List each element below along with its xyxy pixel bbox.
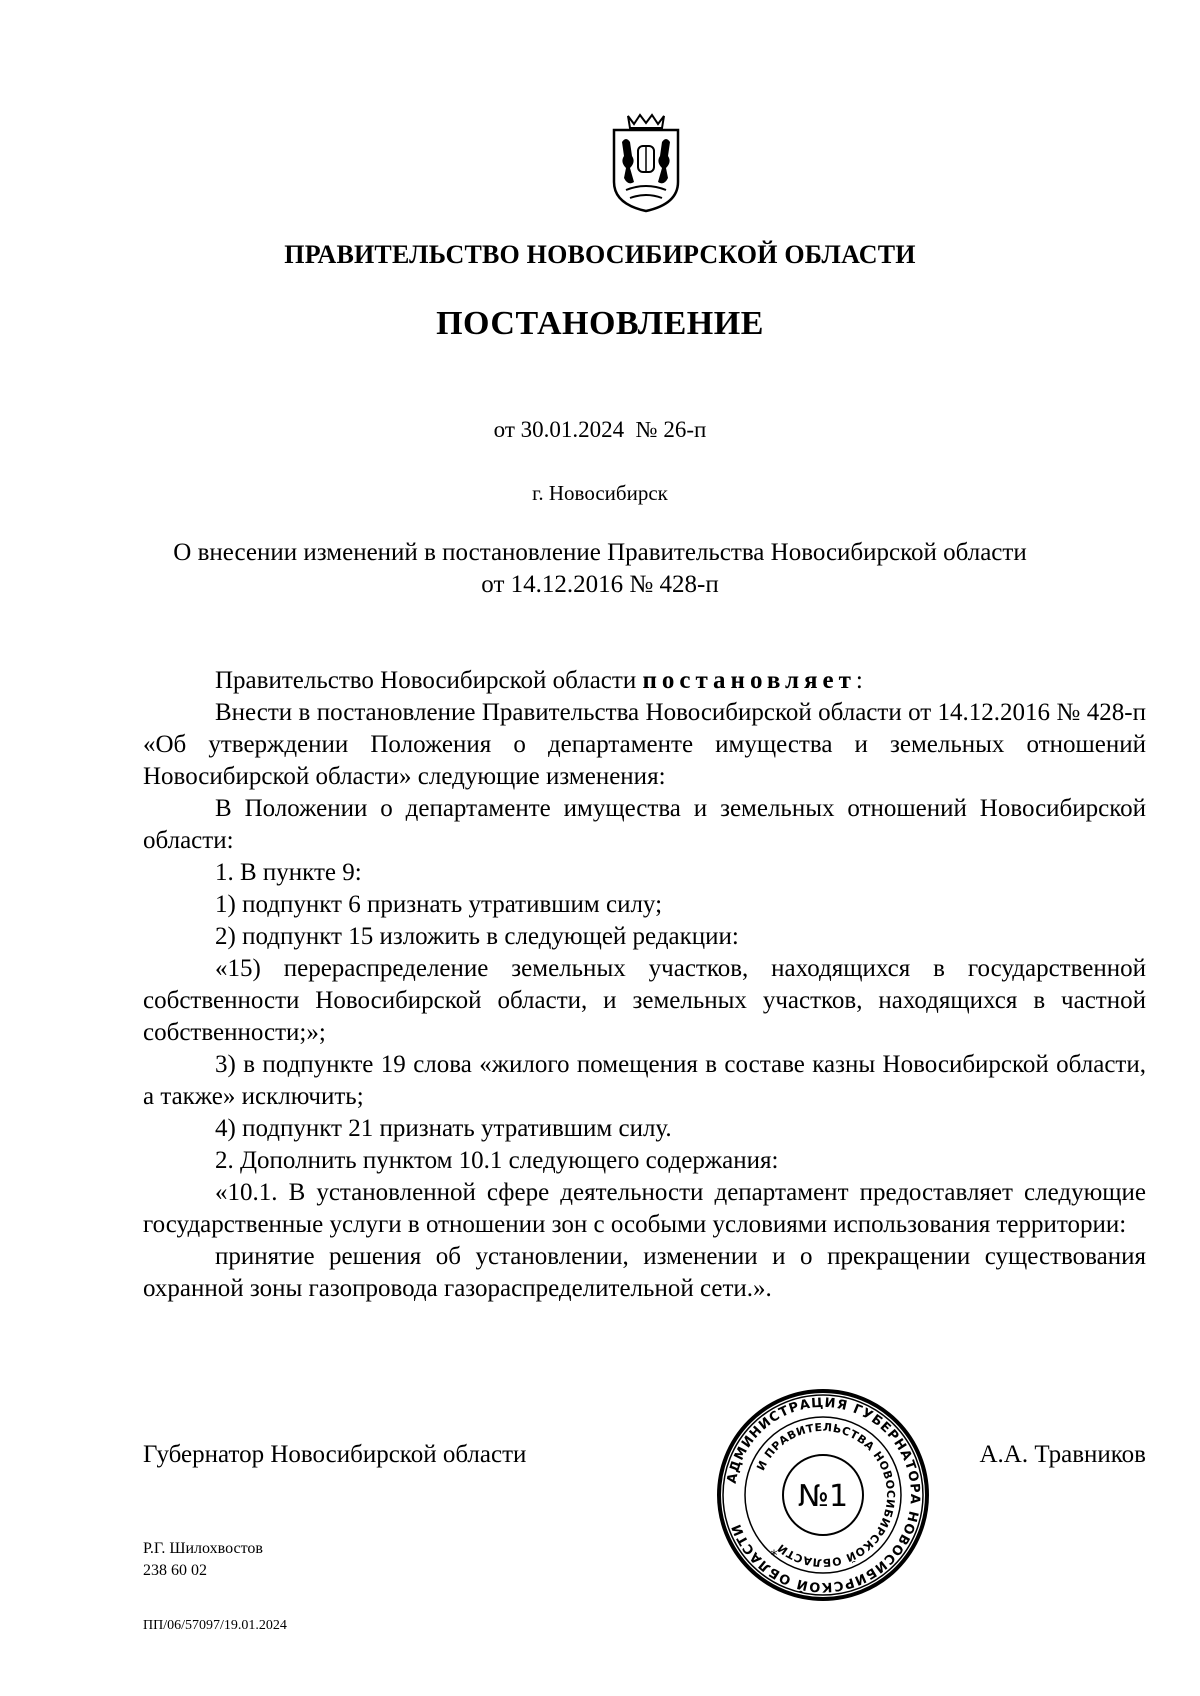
organization-title: ПРАВИТЕЛЬСТВО НОВОСИБИРСКОЙ ОБЛАСТИ — [284, 240, 916, 269]
stamp-inner-text: И ПРАВИТЕЛЬСТВА НОВОСИБИРСКОЙ ОБЛАСТИ — [754, 1420, 898, 1570]
document-city: г. Новосибирск — [532, 481, 668, 505]
document-type-heading: ПОСТАНОВЛЕНИЕ — [436, 305, 764, 342]
signatory-position: Губернатор Новосибирской области — [143, 1441, 527, 1468]
intro-paragraph — [143, 665, 1146, 697]
body-paragraph: 1) подпункт 6 признать утратившим силу; — [215, 891, 663, 918]
body-paragraph: 2) подпункт 15 изложить в следующей редакции: — [215, 923, 739, 950]
subject-line-1: О внесении изменений в постановление Правительства Новосибирской области — [173, 539, 1027, 566]
body-paragraph: Внести в постановление Правительства Новосибирской области от 14.12.2016 № 428-п «Об утверждении Положения о департаменте имущества и земельных отношений Новосибирской области» следующие изменения: — [143, 699, 1146, 790]
document-body — [143, 665, 1146, 1305]
executor-name: Р.Г. Шилохвостов — [143, 1540, 263, 1557]
body-paragraph: 3) в подпункте 19 слова «жилого помещения в составе казны Новосибирской области, а также» исключить; — [143, 1051, 1146, 1110]
subject-line-2: от 14.12.2016 № 428-п — [481, 571, 719, 598]
body-paragraph: «10.1. В установленной сфере деятельности департамент предоставляет следующие государственные услуги в отношении зон с особыми условиями использования территории: — [143, 1179, 1146, 1238]
coat-of-arms-icon — [600, 112, 692, 214]
official-seal-stamp — [716, 1388, 930, 1602]
body-paragraph: «15) перераспределение земельных участков, находящихся в государственной собственности Новосибирской области, и земельных участков, находящихся в частной собственности;»; — [143, 955, 1146, 1046]
body-paragraph: 2. Дополнить пунктом 10.1 следующего содержания: — [215, 1147, 779, 1174]
executor-phone: 238 60 02 — [143, 1562, 207, 1579]
document-date-number: от 30.01.2024 № 26-п — [493, 417, 707, 442]
document-reference: ПП/06/57097/19.01.2024 — [143, 1618, 287, 1633]
document-subject — [0, 537, 1200, 601]
signatory-name: А.А. Травников — [979, 1441, 1146, 1468]
stamp-outer-text: АДМИНИСТРАЦИЯ ГУБЕРНАТОРА НОВОСИБИРСКОЙ ОБЛАСТИ — [724, 1395, 923, 1595]
stamp-star-icon: * — [770, 1548, 778, 1564]
executor-block — [143, 1538, 263, 1582]
body-paragraph: 1. В пункте 9: — [215, 859, 362, 886]
intro-keyword: постановляет — [642, 667, 856, 694]
intro-suffix: : — [855, 667, 863, 694]
body-paragraph: В Положении о департаменте имущества и земельных отношений Новосибирской области: — [143, 795, 1146, 854]
stamp-number: №1 — [797, 1479, 849, 1514]
body-paragraph: принятие решения об установлении, изменении и о прекращении существования охранной зоны газопровода газораспределительной сети.». — [143, 1243, 1146, 1302]
body-paragraph: 4) подпункт 21 признать утратившим силу. — [215, 1115, 672, 1142]
intro-prefix: Правительство Новосибирской области — [215, 667, 643, 694]
